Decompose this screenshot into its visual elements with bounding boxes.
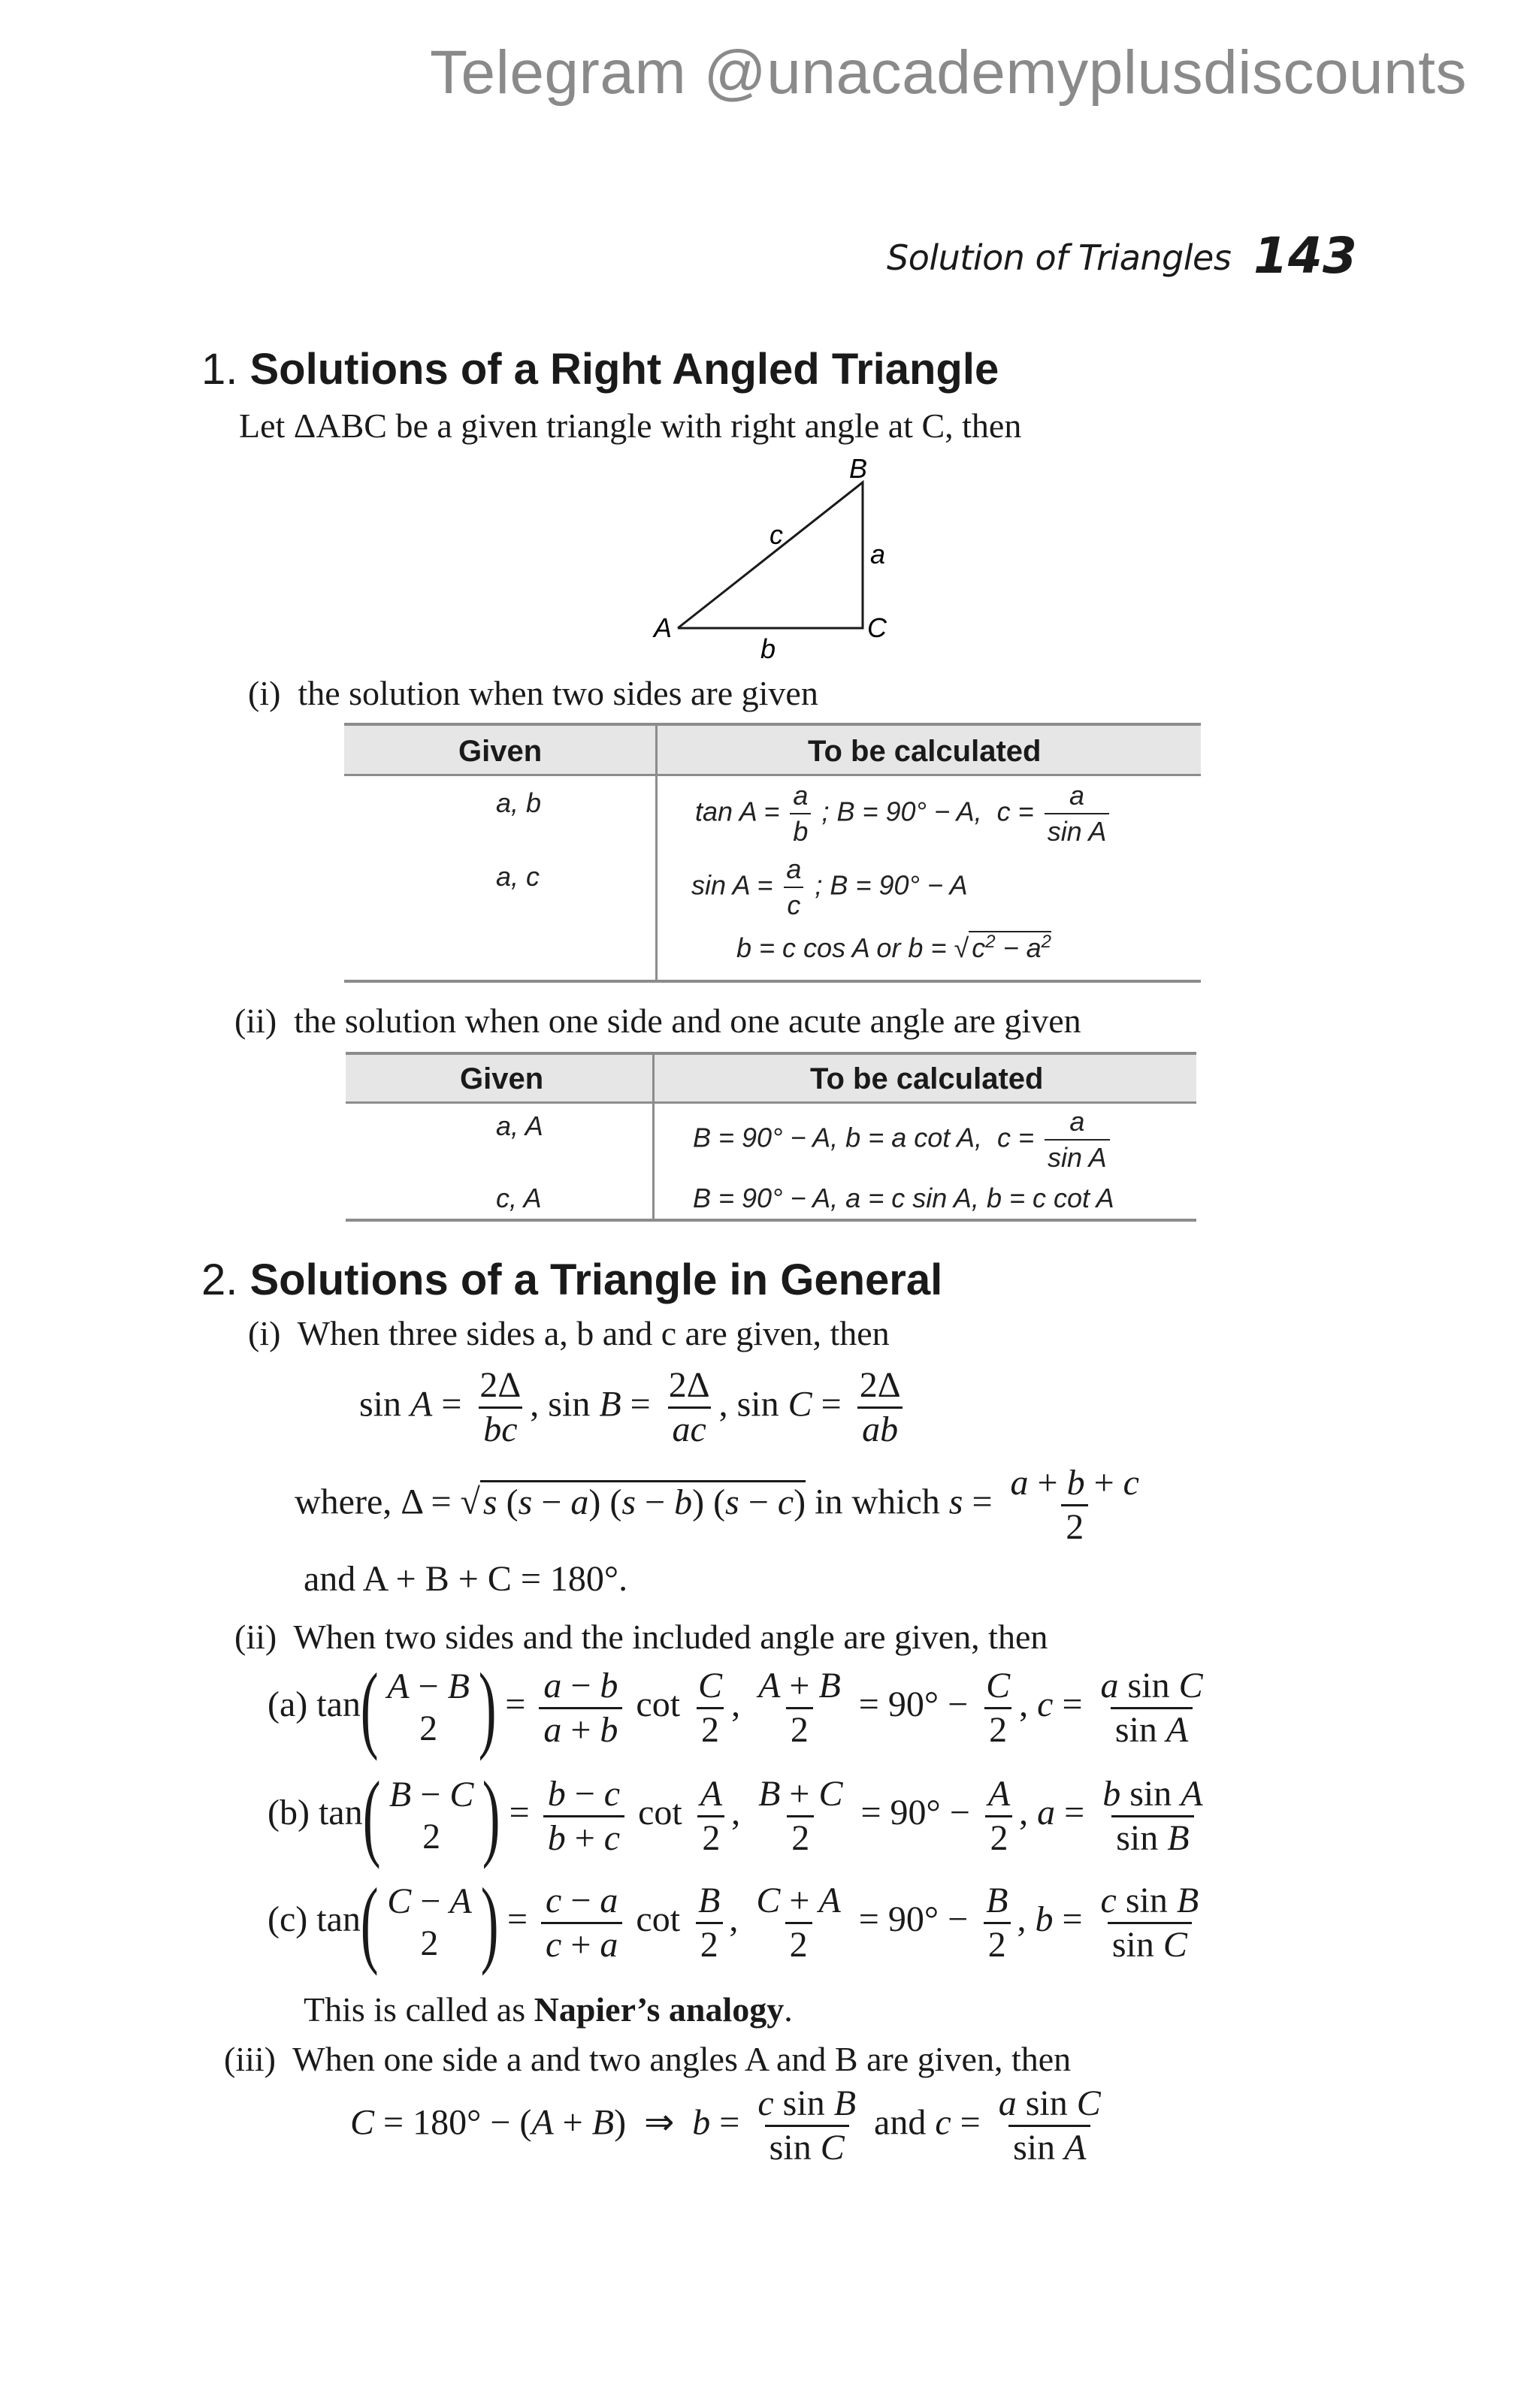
part-label: (ii)	[234, 1002, 277, 1040]
table2-header-calculated: To be calculated	[810, 1062, 1044, 1095]
section-1-title: Solutions of a Right Angled Triangle	[249, 345, 999, 394]
area-formula: where, Δ = √s (s − a) (s − b) (s − c) in which s = $\frac{a + b + c}{2}$	[295, 1463, 1139, 1547]
table2-header-rule	[346, 1101, 1196, 1104]
section-1-part-i	[248, 676, 818, 711]
table1-bottom-rule	[344, 980, 1201, 983]
table2-bottom-rule	[346, 1219, 1196, 1222]
side-a-label: a	[870, 539, 886, 570]
part-label: (i)	[248, 1314, 281, 1352]
section-1-part-ii	[234, 1004, 1081, 1038]
part-text: When three sides a, b and c are given, then	[297, 1314, 890, 1352]
table1-row1-given: a, b	[496, 787, 542, 818]
table2-row1-formula: B = 90° − A, b = a cot A, c = $\frac{a}{\text{sin A}}$	[693, 1106, 1113, 1174]
side-b-label: b	[760, 633, 776, 661]
section-2-part-iii	[224, 2042, 1071, 2077]
angle-sum: and A + B + C = 180°.	[304, 1559, 628, 1599]
napier-note: This is called as Napier’s analogy.	[304, 1990, 793, 2029]
watermark: Telegram @unacademyplusdiscounts	[430, 38, 1468, 107]
part-label: (iii)	[224, 2040, 276, 2078]
napier-formula-b: (b) tan( B − C 2 ) = $\frac{b - c}{b + c}$ cot $\frac{A}{2}$ , $\frac{B + C}{2}$ = 90° − $\frac{A}{2}$ , a = $\frac{\text{b sin A}}{\text{sin B}}$	[268, 1762, 1203, 1870]
table1-row2-given: a, c	[496, 861, 540, 892]
table1-header-rule	[344, 774, 1201, 776]
vertex-c-label: C	[867, 612, 887, 643]
section-2-part-ii	[234, 1620, 1048, 1654]
table1-row1-formula: tan A = $\frac{a}{b}$ ; B = 90° − A, c = $\frac{a}{\text{sin A}}$	[695, 780, 1112, 847]
table2-row2-formula: B = 90° − A, a = c sin A, b = c cot A	[693, 1183, 1114, 1213]
section-2-heading	[201, 1255, 942, 1305]
table1-row2-formula: sin A = $\frac{a}{c}$ ; B = 90° − A	[691, 854, 968, 920]
vertex-b-label: B	[849, 453, 868, 484]
side-c-label: c	[770, 519, 783, 550]
part-text: When two sides and the included angle are given, then	[293, 1618, 1048, 1656]
napier-prefix: This is called as	[304, 1990, 526, 2029]
section-2-number: 2.	[201, 1255, 238, 1304]
sine-formula-three-sides: sin A = $\frac{2\Delta}{bc}$ , sin B = $\frac{2\Delta}{ac}$ , sin C = $\frac{2\Delta}{ab}$	[359, 1367, 910, 1448]
where-text: where,	[295, 1482, 392, 1522]
table2-row2-given: c, A	[496, 1183, 542, 1213]
table2-header-given: Given	[460, 1062, 544, 1095]
right-triangle-figure	[646, 451, 902, 661]
section-2-part-i	[248, 1316, 890, 1351]
part-label: (i)	[248, 674, 281, 712]
section-1-intro: Let ΔABC be a given triangle with right angle at C, then	[239, 406, 1022, 445]
table1-column-divider	[655, 726, 658, 981]
table1-row3-formula: b = c cos A or b = √ $c^2 - a^2$	[736, 932, 1052, 963]
section-1-heading	[201, 344, 999, 394]
angle-side-formula: C = 180° − (A + B) ⇒ b = $\frac{\text{c sin B}}{\text{sin C}}$ and c = $\frac{\text{a sin C}}{\text{sin A}}$	[350, 2083, 1101, 2168]
page-number: 143	[1253, 227, 1357, 285]
section-1-number: 1.	[201, 345, 238, 394]
running-head: Solution of Triangles	[887, 237, 1232, 278]
napier-formula-c: (c) tan( C − A 2 ) = $\frac{c - a}{c + a}$ cot $\frac{B}{2}$ , $\frac{C + A}{2}$ = 90° − $\frac{B}{2}$ , b = $\frac{\text{c sin B}}{\text{sin C}}$	[268, 1869, 1199, 1977]
napier-formula-a: (a) tan( A − B 2 ) = $\frac{a - b}{a + b}$ cot $\frac{C}{2}$ , $\frac{A + B}{2}$ = 90° − $\frac{C}{2}$ , c = $\frac{\text{a sin C}}{\text{sin A}}$	[268, 1654, 1203, 1762]
part-text: the solution when two sides are given	[298, 674, 818, 712]
part-label: (ii)	[234, 1618, 277, 1656]
part-text: When one side a and two angles A and B are given, then	[292, 2040, 1072, 2078]
napier-analogy-term: Napier’s analogy	[534, 1990, 785, 2029]
section-2-title: Solutions of a Triangle in General	[249, 1255, 943, 1304]
table1-header-calculated: To be calculated	[808, 735, 1042, 768]
part-text: the solution when one side and one acute angle are given	[294, 1002, 1081, 1040]
table1-header-given: Given	[458, 735, 543, 768]
table2-row1-given: a, A	[496, 1110, 543, 1141]
row3-text: b = c cos A or b =	[736, 932, 947, 963]
vertex-a-label: A	[654, 612, 673, 643]
table2-column-divider	[652, 1055, 655, 1220]
